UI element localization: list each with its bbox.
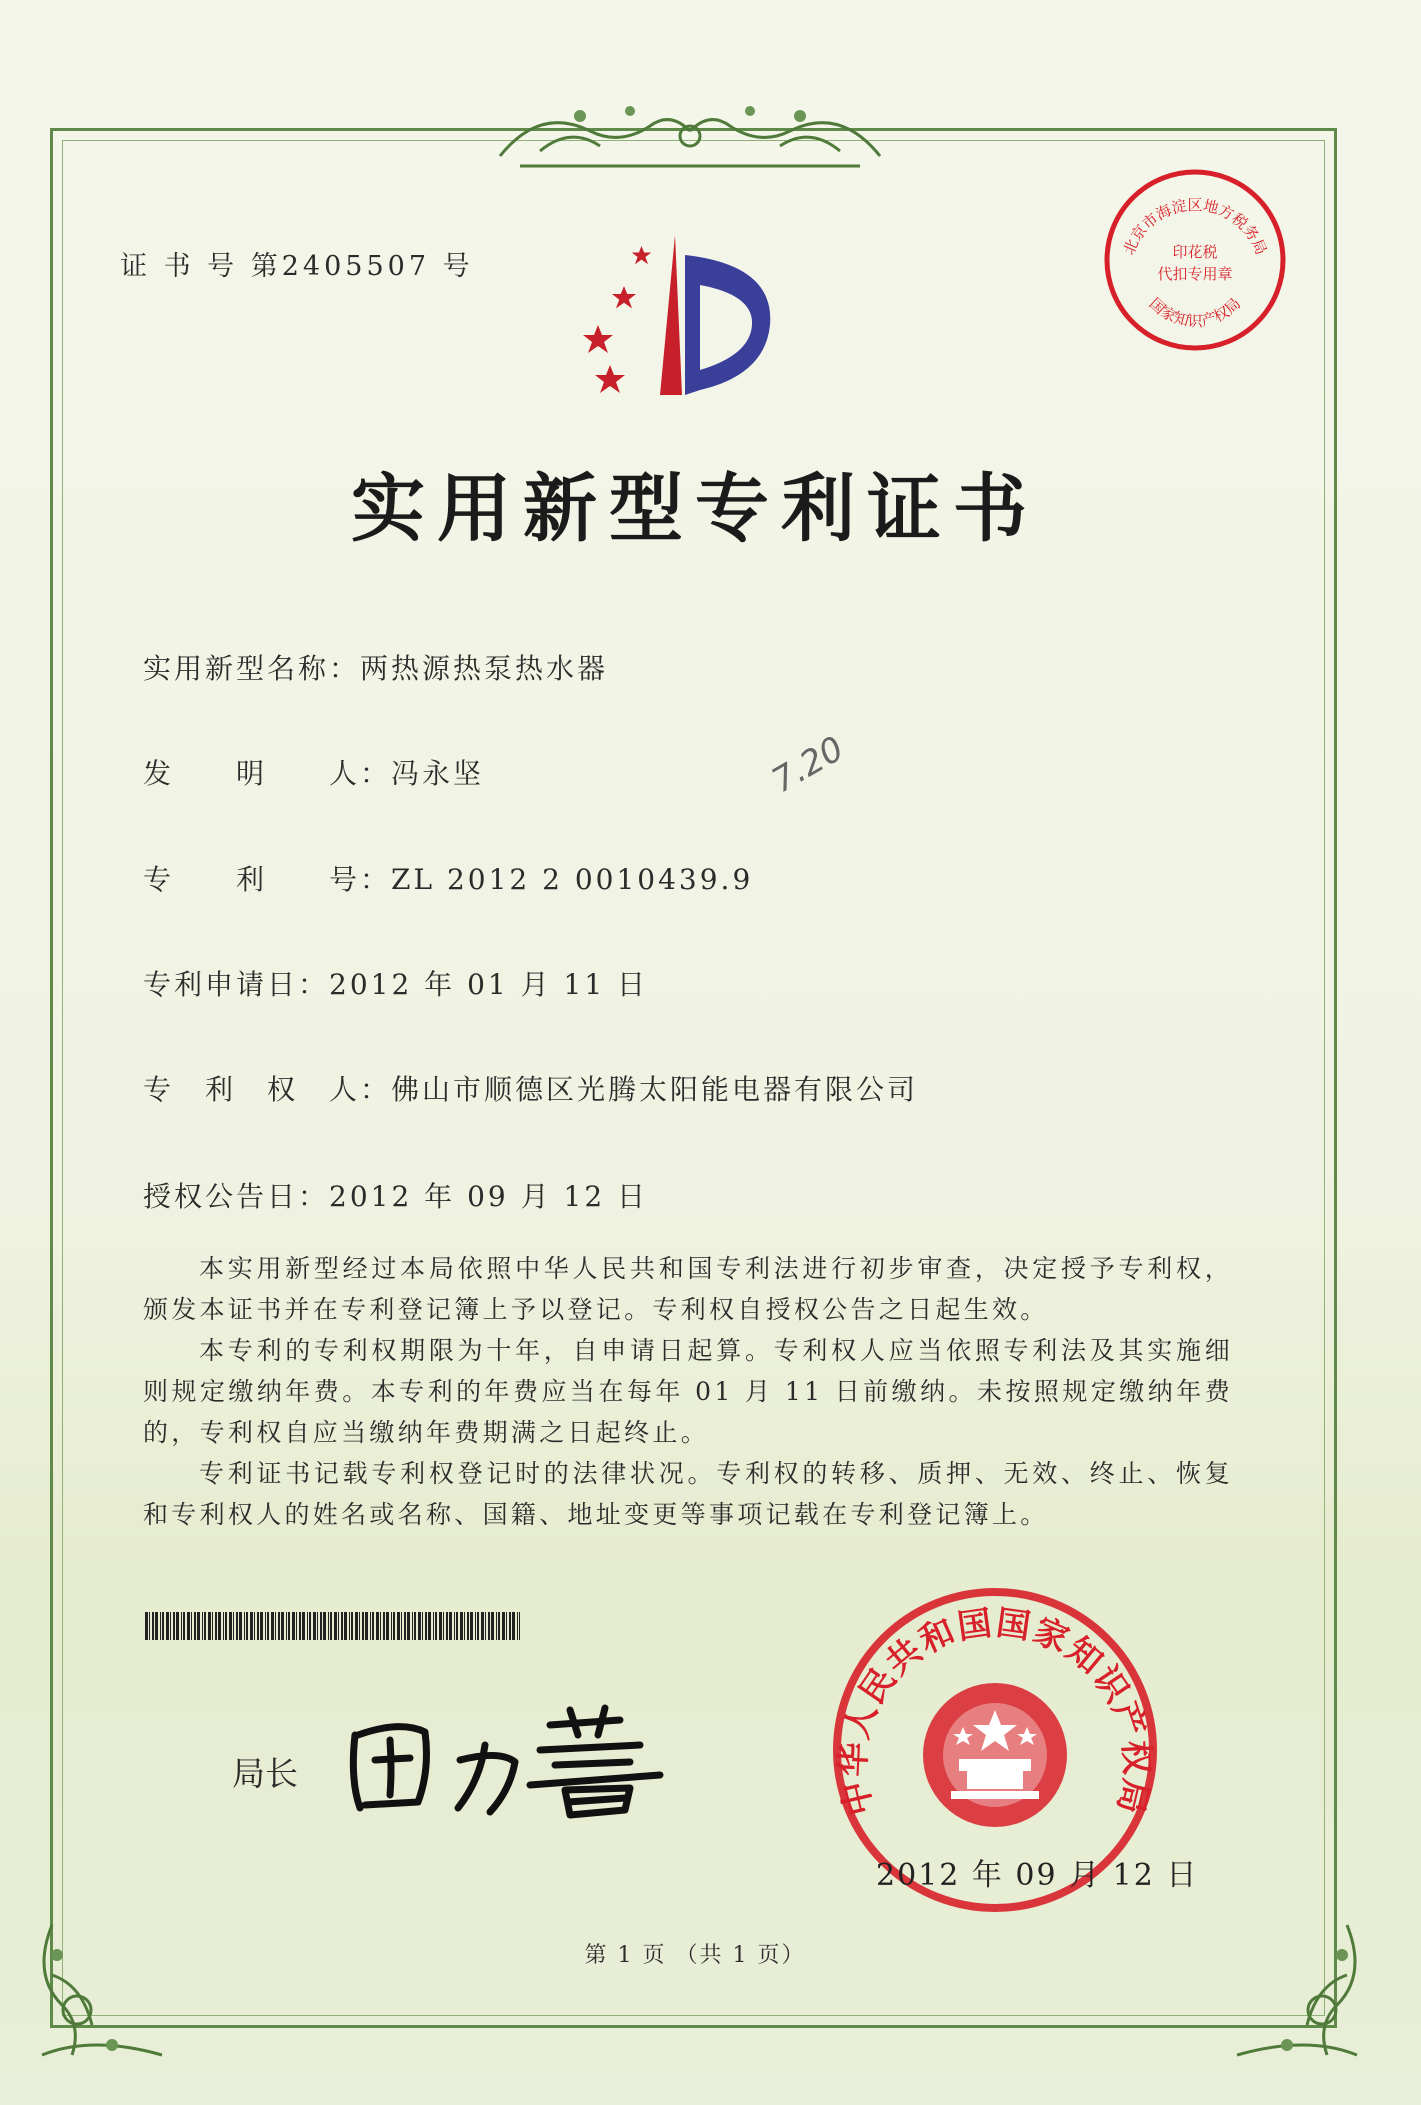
- barcode-bar: [265, 1612, 266, 1640]
- barcode-bar: [397, 1612, 400, 1640]
- barcode-bar: [422, 1612, 423, 1640]
- barcode-bar: [454, 1612, 455, 1640]
- barcode-bar: [275, 1612, 276, 1640]
- field-value: 佛山市顺德区光腾太阳能电器有限公司: [391, 1073, 919, 1106]
- barcode-bar: [197, 1612, 200, 1640]
- body-paragraph: 本实用新型经过本局依照中华人民共和国专利法进行初步审查，决定授予专利权，颁发本证书并在专利登记簿上予以登记。专利权自授权公告之日起生效。: [143, 1254, 1233, 1324]
- svg-text:代扣专用章: 代扣专用章: [1157, 265, 1233, 283]
- field-label: 专利申请日：: [143, 968, 330, 1001]
- barcode-bar: [512, 1612, 515, 1640]
- barcode-bar: [517, 1612, 518, 1640]
- barcode-bar: [372, 1612, 374, 1640]
- barcode-bar: [223, 1612, 224, 1640]
- barcode-bar: [439, 1612, 442, 1640]
- barcode-bar: [383, 1612, 385, 1640]
- barcode-bar: [391, 1612, 392, 1640]
- field-patentee: [143, 1068, 918, 1108]
- barcode-bar: [460, 1612, 463, 1640]
- barcode-bar: [202, 1612, 203, 1640]
- field-value: ZL 2012 2 0010439.9: [391, 863, 754, 896]
- barcode-bar: [407, 1612, 410, 1640]
- field-value: 冯永坚: [391, 757, 485, 790]
- barcode-bar: [355, 1612, 358, 1640]
- barcode-bar: [288, 1612, 290, 1640]
- handwritten-note: 7.20: [765, 728, 851, 802]
- barcode-bar: [267, 1612, 269, 1640]
- barcode-bar: [246, 1612, 248, 1640]
- barcode-bar: [257, 1612, 259, 1640]
- barcode-bar: [170, 1612, 171, 1640]
- barcode-bar: [187, 1612, 190, 1640]
- barcode-bar: [418, 1612, 421, 1640]
- barcode-bar: [145, 1612, 148, 1640]
- certificate-number: 证 书 号 第2405507 号: [120, 251, 474, 282]
- field-value: 2012 年 01 月 11 日: [329, 968, 649, 1001]
- barcode-bar: [323, 1612, 326, 1640]
- field-label: 发 明 人：: [143, 757, 392, 790]
- barcode-bar: [278, 1612, 280, 1640]
- director-label: 局长: [232, 1754, 298, 1793]
- field-value: 两热源热泵热水器: [360, 652, 609, 685]
- field-grant-date: [143, 1175, 648, 1215]
- barcode-bar: [181, 1612, 182, 1640]
- barcode-bar: [509, 1612, 511, 1640]
- barcode-bar: [349, 1612, 350, 1640]
- barcode-bar: [344, 1612, 347, 1640]
- barcode-bar: [491, 1612, 494, 1640]
- barcode-bar: [160, 1612, 161, 1640]
- body-paragraph: 本专利的专利权期限为十年，自申请日起算。专利权人应当依照专利法及其实施细则规定缴纳年费。本专利的年费应当在每年 01 月 11 日前缴纳。未按照规定缴纳年费的，专利权自应当缴纳年费期满之日起终止。: [143, 1336, 1233, 1447]
- barcode-bar: [236, 1612, 238, 1640]
- field-label: 授权公告日：: [143, 1180, 330, 1213]
- barcode-bar: [425, 1612, 427, 1640]
- barcode-bar: [506, 1612, 507, 1640]
- field-label: 实用新型名称：: [143, 652, 361, 685]
- barcode-bar: [320, 1612, 322, 1640]
- barcode-bar: [380, 1612, 381, 1640]
- barcode-bar: [334, 1612, 337, 1640]
- page-title: 实用新型专利证书: [351, 466, 1039, 552]
- field-inventor: [143, 752, 484, 792]
- field-label: 专 利 权 人：: [143, 1073, 392, 1106]
- barcode-bar: [307, 1612, 308, 1640]
- barcode-bar: [467, 1612, 469, 1640]
- barcode-bar: [328, 1612, 329, 1640]
- barcode-bar: [239, 1612, 242, 1640]
- barcode-bar: [194, 1612, 196, 1640]
- svg-text:印花税: 印花税: [1172, 243, 1218, 261]
- barcode-bar: [470, 1612, 473, 1640]
- barcode-bar: [218, 1612, 221, 1640]
- barcode-bar: [260, 1612, 263, 1640]
- barcode-bar: [229, 1612, 232, 1640]
- barcode-bar: [299, 1612, 301, 1640]
- barcode-bar: [183, 1612, 185, 1640]
- barcode-bar: [292, 1612, 295, 1640]
- seal-small-text: 北京市海淀区地方税务局: [1119, 196, 1271, 258]
- field-patent-number: [143, 858, 753, 898]
- barcode-bar: [176, 1612, 179, 1640]
- barcode-bar: [215, 1612, 217, 1640]
- barcode-bar: [401, 1612, 402, 1640]
- field-application-date: [143, 963, 648, 1003]
- barcode-bar: [404, 1612, 406, 1640]
- barcode-bar: [477, 1612, 479, 1640]
- barcode-bar: [393, 1612, 395, 1640]
- barcode-bar: [464, 1612, 465, 1640]
- barcode-bar: [496, 1612, 497, 1640]
- barcode-bar: [152, 1612, 154, 1640]
- barcode-bar: [443, 1612, 444, 1640]
- seal-small-bottom: 国家知识产权局: [1145, 294, 1245, 331]
- barcode-bar: [488, 1612, 490, 1640]
- barcode-bar: [173, 1612, 175, 1640]
- barcode-bar: [370, 1612, 371, 1640]
- barcode-bar: [362, 1612, 364, 1640]
- signature: [340, 1690, 670, 1820]
- barcode-bar: [162, 1612, 164, 1640]
- barcode-bar: [519, 1612, 520, 1640]
- barcode-bar: [244, 1612, 245, 1640]
- field-value: 2012 年 09 月 12 日: [329, 1180, 649, 1213]
- barcode-bar: [338, 1612, 339, 1640]
- barcode-bar: [233, 1612, 234, 1640]
- seal-big-text: 中华人民共和国国家知识产权局: [833, 1603, 1157, 1820]
- barcode-bar: [225, 1612, 227, 1640]
- barcode-bar: [212, 1612, 213, 1640]
- barcode-bar: [449, 1612, 452, 1640]
- barcode-bar: [446, 1612, 448, 1640]
- barcode-bar: [204, 1612, 206, 1640]
- barcode-bar: [412, 1612, 413, 1640]
- barcode-bar: [481, 1612, 484, 1640]
- barcode-bar: [296, 1612, 297, 1640]
- barcode-bar: [485, 1612, 486, 1640]
- barcode-bar: [433, 1612, 434, 1640]
- page-footer: 第 1 页 （共 1 页）: [584, 1943, 806, 1968]
- certificate-body: [143, 1248, 1233, 1535]
- seal-date: 2012 年 09 月 12 日: [876, 1858, 1199, 1893]
- svg-text:国家知识产权局: [1146, 294, 1244, 330]
- barcode-bar: [502, 1612, 505, 1640]
- barcode-bar: [250, 1612, 253, 1640]
- barcode-bar: [376, 1612, 379, 1640]
- barcode-bar: [309, 1612, 311, 1640]
- barcode-bar: [191, 1612, 192, 1640]
- barcode-bar: [313, 1612, 316, 1640]
- barcode-bar: [341, 1612, 343, 1640]
- barcode-bar: [254, 1612, 255, 1640]
- barcode-bar: [281, 1612, 284, 1640]
- barcode-bar: [428, 1612, 431, 1640]
- field-utility-model-name: [143, 647, 608, 687]
- patent-logo-icon: [570, 225, 800, 410]
- barcode-bar: [414, 1612, 416, 1640]
- barcode-icon: [145, 1612, 520, 1640]
- barcode-bar: [359, 1612, 360, 1640]
- barcode-bar: [166, 1612, 169, 1640]
- barcode-bar: [317, 1612, 318, 1640]
- barcode-bar: [365, 1612, 368, 1640]
- ornament-icon: [480, 86, 900, 176]
- barcode-bar: [149, 1612, 150, 1640]
- field-label: 专 利 号：: [143, 863, 392, 896]
- barcode-bar: [302, 1612, 305, 1640]
- tax-seal-icon: [1100, 165, 1290, 355]
- barcode-bar: [330, 1612, 332, 1640]
- barcode-bar: [155, 1612, 158, 1640]
- barcode-bar: [456, 1612, 458, 1640]
- barcode-bar: [271, 1612, 274, 1640]
- barcode-bar: [435, 1612, 437, 1640]
- body-paragraph: 专利证书记载专利权登记时的法律状况。专利权的转移、质押、无效、终止、恢复和专利权人的姓名或名称、国籍、地址变更等事项记载在专利登记簿上。: [143, 1459, 1233, 1529]
- barcode-bar: [498, 1612, 500, 1640]
- barcode-bar: [208, 1612, 211, 1640]
- barcode-bar: [475, 1612, 476, 1640]
- barcode-bar: [386, 1612, 389, 1640]
- barcode-bar: [286, 1612, 287, 1640]
- barcode-bar: [351, 1612, 353, 1640]
